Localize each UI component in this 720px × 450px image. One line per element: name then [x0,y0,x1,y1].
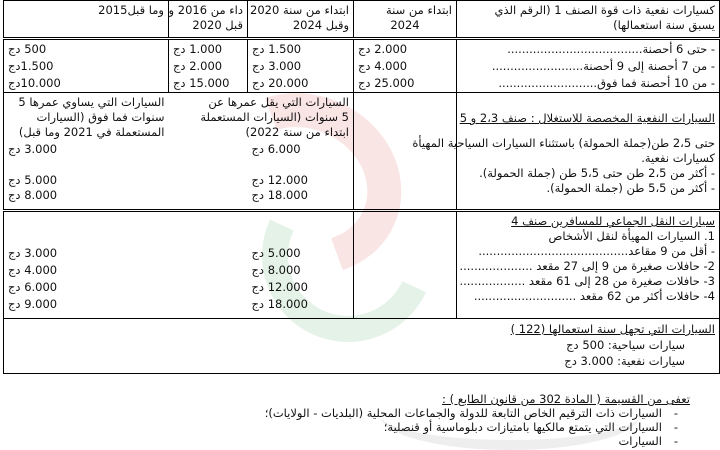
section-1-row [4,39,720,93]
section-3-prices-recent: 5.000 دج 8.000 دج 12.000 دج 18.000 دج [248,211,354,319]
section-4-row [4,319,720,374]
section-3-spacer [354,211,457,319]
section-1-prices-2015: 500 دج 1.500دج 10.000دج [4,39,169,93]
section-1-prices-2024: 2.000 دج 4.000 دج 25.000 دج [354,39,457,93]
section-3-spacer-2 [169,211,248,319]
section-4-unknown-year: السيارات التي تجهل سنة استعمالها (122 ) سيارات سياحية: 500 دج سيارات نفعية: 3.000 دج [4,319,720,374]
exemption-item: - السيارات [0,434,690,448]
section-1-labels: - حتى 6 أحصنة..................................... - من 7 أحصنة إلى 9 أحصنة......................... - من 10 أحصنة فما فوق........................... [457,39,720,93]
section-3-row [4,211,720,319]
section-2-col-old: السيارات التي يساوي عمرها 5 سنوات فما فوق (السيارات المستعملة في 2021 وما قبل) 3.000 دج 5.000 دج 8.000 دج [4,93,169,211]
tax-table [3,0,720,374]
section-2-col-recent: السيارات التي يقل عمرها عن 5 سنوات (السيارات المستعملة ابتداء من سنة 2022) 6.000 دج 12.000 دج 18.000 دج [248,93,354,211]
section-2-description: السيارات النفعية المخصصة للاستغلال : صنف 2،3 و 5 حتى 2،5 طن(جملة الحمولة) باستثناء السيارات السياحية المهيأة كسيارات نفعية. - أكثر من 2،5 طن حتى 5،5 طن (جملة الحمولة). - أكثر من 5،5 طن (جملة الحمولة). [457,93,720,211]
header-cell-2016-2020: داء من 2016 و قبل 2020 [169,1,248,39]
section-1-prices-2020: 1.500 دج 3.000 دج 20.000 دج [248,39,354,93]
header-cell-2020-2024: ابتداء من سنة 2020 وقبل 2024 [248,1,354,39]
header-cell-category: كسيارات نفعية ذات قوة الصنف 1 (الرقم الذي يسبق سنة استعمالها) [457,1,720,39]
exemptions-intro: تعفى من القسيمة ( المادة 302 من قانون الطابع ) : [442,392,690,406]
section-1-prices-2016: 1.000 دج 2.000 دج 15.000 دج [169,39,248,93]
header-row [4,1,720,39]
section-3-description: سيارات النقل الجماعي للمسافرين صنف 4 1. السيارات المهيأة لنقل الأشخاص - أقل من 9 مقاعد......................................... 2- حافلات صغيرة من 9 إلى 27 مقعد .................... 3- حافلات صغيرة من 28 إلى 61 مقعد .................. 4- حافلات أكثر من 62 مقعد ............................ [457,211,720,319]
exemption-item: - السيارات ذات الترقيم الخاص التابعة للدولة والجماعات المحلية (البلديات - الولايات)؛ [0,406,690,420]
section-3-prices-old: 3.000 دج 4.000 دج 6.000 دج 9.000 دج [4,211,169,319]
exemptions-footer [0,392,690,448]
header-cell-before-2015: وما قبل2015 [4,1,169,39]
section-2-row [4,93,720,211]
exemption-item: - السيارات التي يتمتع مالكيها بامتيازات دبلوماسية أو قنصلية؛ [0,420,690,434]
header-cell-from-2024: ابتداء من سنة 2024 [354,1,457,39]
section-2-spacer [354,93,457,211]
